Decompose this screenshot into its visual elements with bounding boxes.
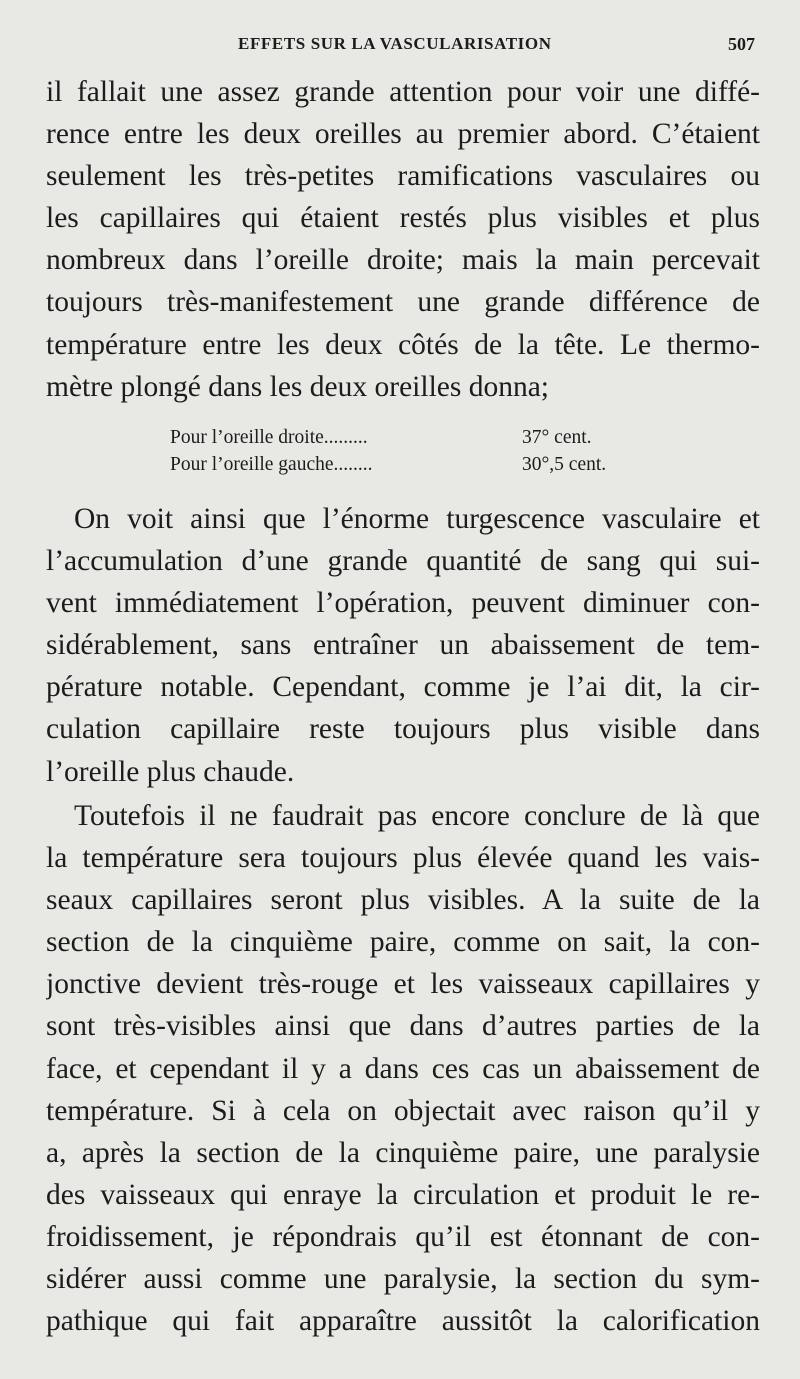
text-line: rence entre les deux oreilles au premier abord. C’étaient: [46, 118, 760, 151]
page-number: 507: [728, 34, 755, 54]
text-line: jonctive devient très-rouge et les vaisseaux capillaires y: [46, 968, 760, 1001]
paragraph-1: [46, 71, 760, 408]
measurement-label: Pour l’oreille gauche........: [170, 454, 373, 475]
text-line: face, et cependant il y a dans ces cas un abaissement de: [46, 1052, 760, 1085]
text-line: sidérer aussi comme une paralysie, la section du sym-: [46, 1263, 760, 1296]
paragraph-2: [46, 498, 760, 793]
text-line: la température sera toujours plus élevée quand les vais-: [46, 842, 760, 875]
running-head-title: EFFETS SUR LA VASCULARISATION: [238, 34, 552, 53]
text-line: seaux capillaires seront plus visibles. A la suite de la: [46, 884, 760, 917]
text-line: sidérablement, sans entraîner un abaissement de tem-: [46, 629, 760, 662]
text-line: section de la cinquième paire, comme on sait, la con-: [46, 926, 760, 959]
paragraph-3: [46, 795, 760, 1342]
text-line: température entre les deux côtés de la tête. Le thermo-: [46, 328, 760, 361]
temperature-measurements: [170, 424, 640, 478]
text-line: a, après la section de la cinquième paire, une paralysie: [46, 1136, 760, 1169]
text-line: toujours très-manifestement une grande différence de: [46, 286, 760, 319]
running-head: [0, 34, 800, 58]
text-line: température. Si à cela on objectait avec raison qu’il y: [46, 1094, 760, 1127]
text-line: froidissement, je répondrais qu’il est étonnant de con-: [46, 1220, 760, 1253]
text-line: sont très-visibles ainsi que dans d’autres parties de la: [46, 1010, 760, 1043]
text-line: les capillaires qui étaient restés plus visibles et plus: [46, 202, 760, 235]
text-line: seulement les très-petites ramifications vasculaires ou: [46, 160, 760, 193]
text-line: culation capillaire reste toujours plus visible dans: [46, 713, 760, 746]
text-line: l’oreille plus chaude.: [46, 755, 295, 788]
measurement-value: 37° cent.: [522, 427, 592, 448]
measurement-row-left-ear: [170, 451, 640, 478]
text-line: On voit ainsi que l’énorme turgescence vasculaire et: [74, 503, 760, 535]
measurement-row-right-ear: [170, 424, 640, 451]
text-line: il fallait une assez grande attention pour voir une diffé-: [46, 76, 760, 108]
text-line: l’accumulation d’une grande quantité de sang qui sui-: [46, 545, 760, 578]
text-line: des vaisseaux qui enraye la circulation et produit le re-: [46, 1178, 760, 1211]
text-line: vent immédiatement l’opération, peuvent diminuer con-: [46, 587, 760, 620]
text-line: pérature notable. Cependant, comme je l’ai dit, la cir-: [46, 671, 760, 704]
text-line: nombreux dans l’oreille droite; mais la main percevait: [46, 244, 760, 277]
text-line: mètre plongé dans les deux oreilles donna;: [46, 370, 549, 403]
measurement-label: Pour l’oreille droite.........: [170, 427, 368, 448]
text-line: pathique qui fait apparaître aussitôt la calorification: [46, 1305, 760, 1338]
measurement-value: 30°,5 cent.: [522, 454, 607, 475]
text-line: Toutefois il ne faudrait pas encore conclure de là que: [74, 800, 760, 832]
